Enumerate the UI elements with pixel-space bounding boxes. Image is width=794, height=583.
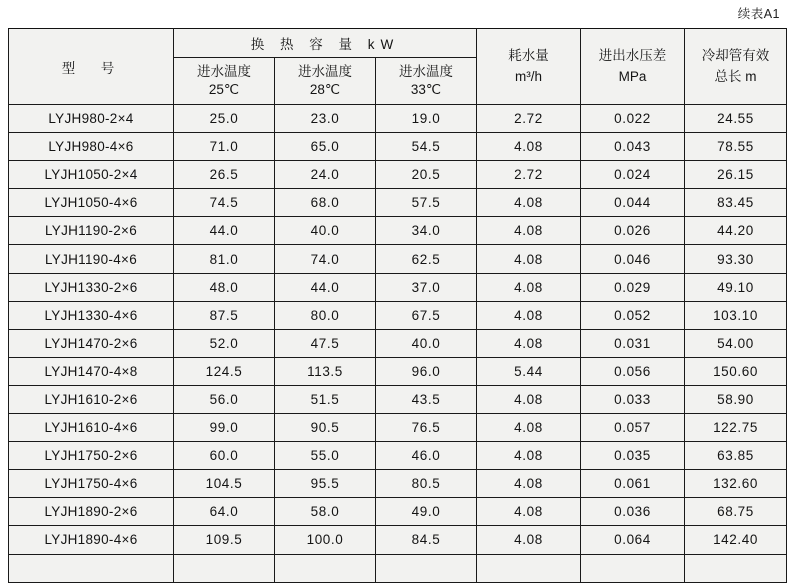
cell-tube-length: 68.75	[685, 498, 787, 526]
table-row	[9, 526, 787, 554]
cell-tube-length: 58.90	[685, 385, 787, 413]
cell-pressure-diff: 0.043	[581, 133, 685, 161]
cell-model: LYJH980-4×6	[9, 133, 174, 161]
cell-water-consumption: 5.44	[477, 357, 581, 385]
cell-tube-length: 93.30	[685, 245, 787, 273]
cell-capacity-25	[174, 554, 275, 582]
cell-water-consumption: 4.08	[477, 526, 581, 554]
cell-model: LYJH1610-4×6	[9, 414, 174, 442]
table-row	[9, 105, 787, 133]
cell-water-consumption: 4.08	[477, 329, 581, 357]
table-row	[9, 414, 787, 442]
cell-tube-length: 63.85	[685, 442, 787, 470]
cell-pressure-diff: 0.057	[581, 414, 685, 442]
cell-tube-length: 49.10	[685, 273, 787, 301]
cell-capacity-25: 64.0	[174, 498, 275, 526]
table-row	[9, 217, 787, 245]
cell-capacity-28: 58.0	[275, 498, 376, 526]
cell-tube-length: 142.40	[685, 526, 787, 554]
header-capacity-group: 换 热 容 量 kW	[174, 29, 477, 58]
table-row	[9, 189, 787, 217]
table-row	[9, 245, 787, 273]
cell-model: LYJH1190-2×6	[9, 217, 174, 245]
cell-capacity-33: 57.5	[376, 189, 477, 217]
table-body	[9, 105, 787, 583]
cell-capacity-25: 48.0	[174, 273, 275, 301]
cell-capacity-33	[376, 554, 477, 582]
header-pressure-diff-line1: 进出水压差	[598, 48, 667, 64]
cell-capacity-25: 25.0	[174, 105, 275, 133]
cell-tube-length: 103.10	[685, 301, 787, 329]
cell-tube-length: 150.60	[685, 357, 787, 385]
cell-pressure-diff: 0.026	[581, 217, 685, 245]
cell-capacity-28: 100.0	[275, 526, 376, 554]
specification-table	[8, 28, 787, 583]
cell-capacity-25: 99.0	[174, 414, 275, 442]
table-row	[9, 301, 787, 329]
cell-capacity-33: 34.0	[376, 217, 477, 245]
cell-pressure-diff: 0.036	[581, 498, 685, 526]
cell-model: LYJH1750-4×6	[9, 470, 174, 498]
header-tube-length	[685, 29, 787, 105]
cell-water-consumption: 2.72	[477, 105, 581, 133]
cell-capacity-33: 96.0	[376, 357, 477, 385]
cell-capacity-33: 20.5	[376, 161, 477, 189]
cell-capacity-28: 68.0	[275, 189, 376, 217]
cell-pressure-diff: 0.029	[581, 273, 685, 301]
cell-capacity-33: 19.0	[376, 105, 477, 133]
cell-capacity-33: 62.5	[376, 245, 477, 273]
cell-capacity-33: 40.0	[376, 329, 477, 357]
cell-capacity-28: 113.5	[275, 357, 376, 385]
cell-capacity-25: 109.5	[174, 526, 275, 554]
cell-capacity-28: 47.5	[275, 329, 376, 357]
cell-model: LYJH1190-4×6	[9, 245, 174, 273]
table-row	[9, 161, 787, 189]
cell-capacity-33: 54.5	[376, 133, 477, 161]
cell-model: LYJH1470-2×6	[9, 329, 174, 357]
cell-water-consumption: 4.08	[477, 133, 581, 161]
table-row	[9, 554, 787, 582]
cell-water-consumption: 4.08	[477, 301, 581, 329]
cell-capacity-28: 40.0	[275, 217, 376, 245]
header-pressure-diff-line2: MPa	[618, 68, 647, 84]
cell-capacity-33: 46.0	[376, 442, 477, 470]
cell-capacity-25: 87.5	[174, 301, 275, 329]
cell-water-consumption	[477, 554, 581, 582]
cell-capacity-28: 24.0	[275, 161, 376, 189]
header-water-consumption	[477, 29, 581, 105]
cell-capacity-25: 60.0	[174, 442, 275, 470]
cell-pressure-diff: 0.031	[581, 329, 685, 357]
continued-table-label: 续表A1	[737, 7, 780, 21]
cell-capacity-28: 23.0	[275, 105, 376, 133]
cell-capacity-25: 44.0	[174, 217, 275, 245]
header-capacity-28	[275, 58, 376, 105]
cell-water-consumption: 2.72	[477, 161, 581, 189]
cell-tube-length: 44.20	[685, 217, 787, 245]
cell-capacity-28: 74.0	[275, 245, 376, 273]
cell-water-consumption: 4.08	[477, 273, 581, 301]
table-row	[9, 357, 787, 385]
cell-pressure-diff	[581, 554, 685, 582]
cell-capacity-25: 56.0	[174, 385, 275, 413]
cell-capacity-28: 44.0	[275, 273, 376, 301]
cell-model: LYJH1050-4×6	[9, 189, 174, 217]
cell-capacity-28	[275, 554, 376, 582]
cell-capacity-25: 52.0	[174, 329, 275, 357]
cell-capacity-25: 81.0	[174, 245, 275, 273]
cell-water-consumption: 4.08	[477, 498, 581, 526]
cell-model: LYJH1330-4×6	[9, 301, 174, 329]
header-capacity-28-line2: 28℃	[309, 82, 341, 97]
header-capacity-33-line1: 进水温度	[399, 63, 453, 79]
cell-pressure-diff: 0.035	[581, 442, 685, 470]
cell-capacity-33: 67.5	[376, 301, 477, 329]
cell-tube-length: 122.75	[685, 414, 787, 442]
cell-tube-length: 24.55	[685, 105, 787, 133]
table-row	[9, 133, 787, 161]
cell-capacity-28: 65.0	[275, 133, 376, 161]
cell-model: LYJH1890-2×6	[9, 498, 174, 526]
cell-water-consumption: 4.08	[477, 217, 581, 245]
cell-tube-length	[685, 554, 787, 582]
table-header	[9, 29, 787, 105]
cell-capacity-25: 124.5	[174, 357, 275, 385]
cell-model: LYJH980-2×4	[9, 105, 174, 133]
cell-pressure-diff: 0.033	[581, 385, 685, 413]
cell-capacity-28: 55.0	[275, 442, 376, 470]
cell-water-consumption: 4.08	[477, 414, 581, 442]
header-capacity-25-line2: 25℃	[208, 82, 240, 97]
table-row	[9, 498, 787, 526]
header-capacity-28-line1: 进水温度	[298, 63, 352, 79]
cell-pressure-diff: 0.061	[581, 470, 685, 498]
cell-model: LYJH1610-2×6	[9, 385, 174, 413]
table-header-row-1	[9, 29, 787, 58]
header-tube-length-line1: 冷却管有效	[701, 48, 770, 64]
cell-tube-length: 132.60	[685, 470, 787, 498]
cell-model: LYJH1050-2×4	[9, 161, 174, 189]
header-water-consumption-line1: 耗水量	[508, 48, 549, 64]
cell-model: LYJH1890-4×6	[9, 526, 174, 554]
cell-model: LYJH1330-2×6	[9, 273, 174, 301]
cell-capacity-33: 49.0	[376, 498, 477, 526]
cell-pressure-diff: 0.044	[581, 189, 685, 217]
cell-capacity-25: 71.0	[174, 133, 275, 161]
cell-tube-length: 54.00	[685, 329, 787, 357]
cell-water-consumption: 4.08	[477, 385, 581, 413]
header-tube-length-line2: 总长 m	[714, 68, 757, 84]
table-row	[9, 470, 787, 498]
cell-capacity-28: 95.5	[275, 470, 376, 498]
table-row	[9, 273, 787, 301]
cell-capacity-33: 80.5	[376, 470, 477, 498]
cell-capacity-28: 51.5	[275, 385, 376, 413]
table-row	[9, 442, 787, 470]
header-capacity-25-line1: 进水温度	[197, 63, 251, 79]
table-row	[9, 385, 787, 413]
cell-pressure-diff: 0.024	[581, 161, 685, 189]
cell-model: LYJH1750-2×6	[9, 442, 174, 470]
table-row	[9, 329, 787, 357]
cell-capacity-33: 84.5	[376, 526, 477, 554]
cell-capacity-25: 26.5	[174, 161, 275, 189]
cell-tube-length: 26.15	[685, 161, 787, 189]
cell-tube-length: 83.45	[685, 189, 787, 217]
header-capacity-33-line2: 33℃	[410, 82, 442, 97]
cell-capacity-33: 76.5	[376, 414, 477, 442]
cell-capacity-25: 104.5	[174, 470, 275, 498]
header-water-consumption-line2: m³/h	[515, 68, 543, 84]
cell-water-consumption: 4.08	[477, 189, 581, 217]
cell-water-consumption: 4.08	[477, 470, 581, 498]
cell-capacity-33: 43.5	[376, 385, 477, 413]
cell-model: LYJH1470-4×8	[9, 357, 174, 385]
header-pressure-diff	[581, 29, 685, 105]
cell-capacity-28: 90.5	[275, 414, 376, 442]
cell-pressure-diff: 0.064	[581, 526, 685, 554]
cell-capacity-28: 80.0	[275, 301, 376, 329]
cell-model	[9, 554, 174, 582]
header-capacity-25	[174, 58, 275, 105]
cell-tube-length: 78.55	[685, 133, 787, 161]
cell-water-consumption: 4.08	[477, 245, 581, 273]
cell-pressure-diff: 0.056	[581, 357, 685, 385]
cell-water-consumption: 4.08	[477, 442, 581, 470]
cell-capacity-25: 74.5	[174, 189, 275, 217]
header-capacity-33	[376, 58, 477, 105]
cell-capacity-33: 37.0	[376, 273, 477, 301]
cell-pressure-diff: 0.052	[581, 301, 685, 329]
cell-pressure-diff: 0.022	[581, 105, 685, 133]
cell-pressure-diff: 0.046	[581, 245, 685, 273]
header-model: 型 号	[9, 29, 174, 105]
